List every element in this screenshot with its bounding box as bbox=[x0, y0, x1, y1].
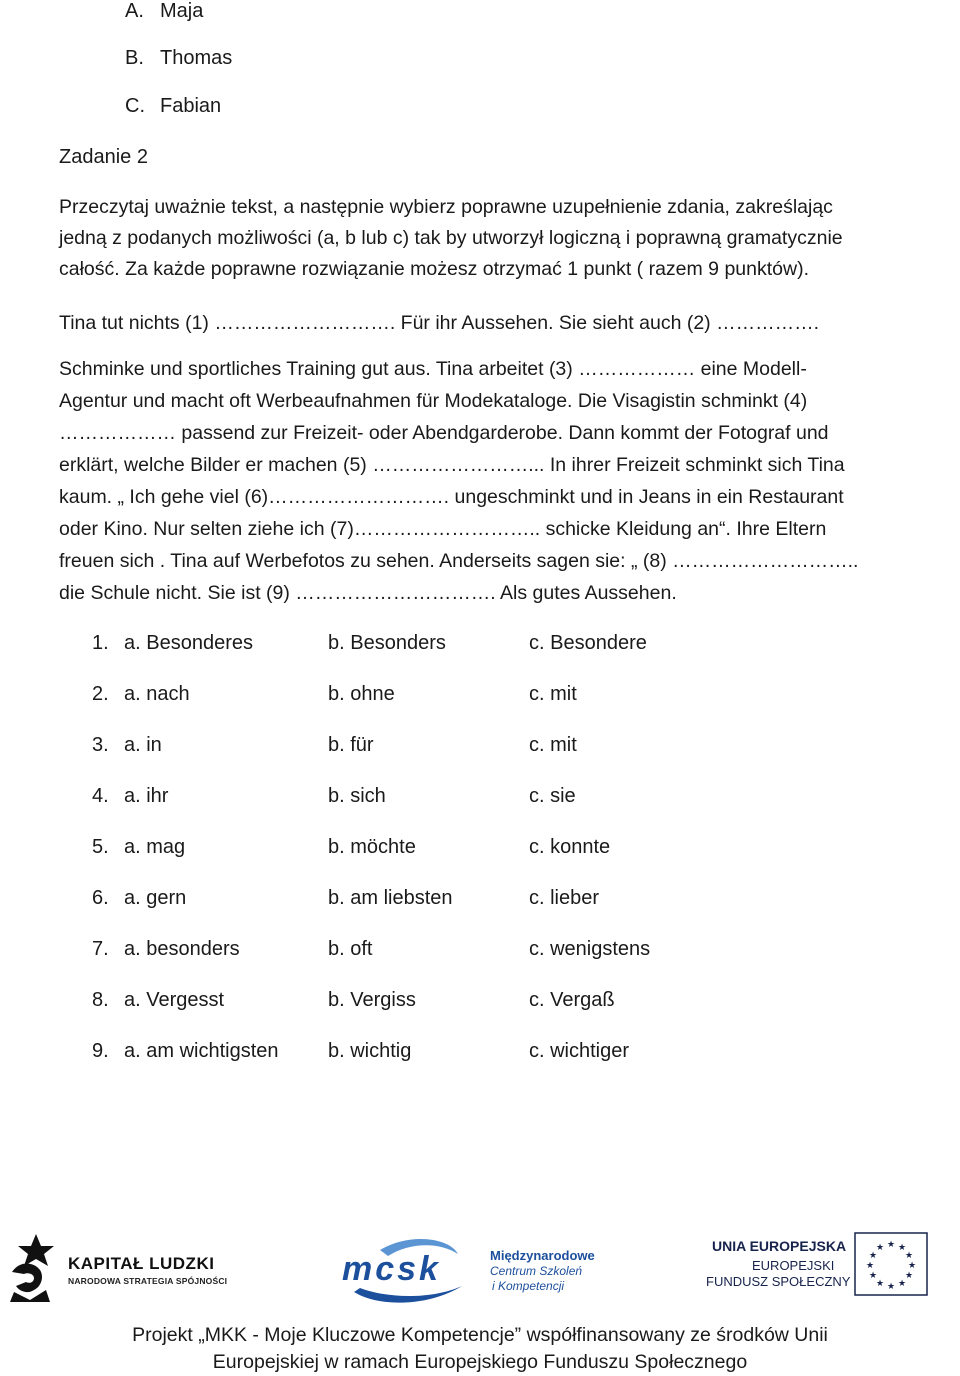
text-line: Tina tut nichts (1) ………………………. Für ihr Aussehen. Sie sieht auch (2) ……………. bbox=[59, 312, 819, 334]
answer-option-c[interactable]: c. Besondere bbox=[529, 632, 647, 654]
answer-option-a[interactable]: a. gern bbox=[124, 887, 187, 909]
answer-row bbox=[92, 836, 792, 864]
svg-text:★: ★ bbox=[868, 1271, 878, 1281]
answer-number: 3. bbox=[92, 734, 109, 756]
answer-option-a[interactable]: a. ihr bbox=[124, 785, 169, 807]
answer-option-c[interactable]: c. mit bbox=[529, 734, 577, 756]
answer-option-a[interactable]: a. am wichtigsten bbox=[124, 1040, 279, 1062]
prev-option-letter: C. bbox=[125, 95, 145, 117]
answer-option-b[interactable]: b. Besonders bbox=[328, 632, 446, 654]
task-title: Zadanie 2 bbox=[59, 146, 148, 168]
answer-number: 2. bbox=[92, 683, 109, 705]
instruction-line: całość. Za każde poprawne rozwiązanie możesz otrzymać 1 punkt ( razem 9 punktów). bbox=[59, 258, 809, 280]
text-line: die Schule nicht. Sie ist (9) …………………………. Als gutes Aussehen. bbox=[59, 582, 677, 604]
instruction-line: Przeczytaj uważnie tekst, a następnie wybierz poprawne uzupełnienie zdania, zakreślając bbox=[59, 196, 833, 218]
answer-number: 9. bbox=[92, 1040, 109, 1062]
mcsk-wordmark: mcsk bbox=[342, 1250, 441, 1288]
answer-option-c[interactable]: c. sie bbox=[529, 785, 576, 807]
svg-text:★: ★ bbox=[865, 1261, 875, 1271]
svg-text:★: ★ bbox=[907, 1261, 917, 1271]
mcsk-logo bbox=[340, 1232, 595, 1308]
text-line: Agentur und macht oft Werbeaufnahmen für Modekataloge. Die Visagistin schminkt (4) bbox=[59, 390, 808, 412]
answer-row bbox=[92, 734, 792, 762]
answer-option-c[interactable]: c. mit bbox=[529, 683, 577, 705]
footer-line-2: Europejskiej w ramach Europejskiego Funduszu Społecznego bbox=[212, 1351, 748, 1373]
answer-option-b[interactable]: b. für bbox=[328, 734, 374, 756]
prev-option-text: Maja bbox=[160, 0, 204, 22]
eu-logo bbox=[700, 1232, 956, 1304]
answer-number: 7. bbox=[92, 938, 109, 960]
answer-option-a[interactable]: a. Besonderes bbox=[124, 632, 253, 654]
svg-text:★: ★ bbox=[897, 1279, 907, 1289]
text-line: oder Kino. Nur selten ziehe ich (7)……………………….. schicke Kleidung an“. Ihre Eltern bbox=[59, 518, 827, 540]
svg-text:★: ★ bbox=[886, 1282, 896, 1292]
text-line: kaum. „ Ich gehe viel (6)………………………. ungeschminkt und in Jeans in ein Restaurant bbox=[59, 486, 844, 508]
answer-option-b[interactable]: b. oft bbox=[328, 938, 373, 960]
kapital-ludzki-logo bbox=[6, 1232, 236, 1304]
answer-number: 5. bbox=[92, 836, 109, 858]
eu-line-2: EUROPEJSKI bbox=[752, 1258, 835, 1273]
text-line: freuen sich . Tina auf Werbefotos zu sehen. Anderseits sagen sie: „ (8) ……………………….. bbox=[59, 550, 859, 572]
answer-option-b[interactable]: b. sich bbox=[328, 785, 386, 807]
answer-option-a[interactable]: a. in bbox=[124, 734, 162, 756]
prev-option-letter: B. bbox=[125, 47, 144, 69]
instruction-line: jedną z podanych możliwości (a, b lub c) tak by utworzył logiczną i poprawną gramatycznie bbox=[59, 227, 843, 249]
eu-line-3: FUNDUSZ SPOŁECZNY bbox=[706, 1274, 851, 1289]
answer-row bbox=[92, 938, 792, 966]
answer-option-a[interactable]: a. mag bbox=[124, 836, 186, 858]
prev-option-a bbox=[125, 0, 325, 26]
text-line: ……………… passend zur Freizeit- oder Abendgarderobe. Dann kommt der Fotograf und bbox=[59, 422, 829, 444]
answer-option-c[interactable]: c. konnte bbox=[529, 836, 611, 858]
answer-row bbox=[92, 887, 792, 915]
answer-number: 4. bbox=[92, 785, 109, 807]
answer-row bbox=[92, 632, 792, 660]
eu-line-1: UNIA EUROPEJSKA bbox=[712, 1238, 847, 1254]
text-line: erklärt, welche Bilder er machen (5) ……………………... In ihrer Freizeit schminkt sich Tina bbox=[59, 454, 845, 476]
answer-option-a[interactable]: a. Vergesst bbox=[124, 989, 225, 1011]
prev-option-text: Fabian bbox=[160, 95, 222, 117]
answer-option-a[interactable]: a. besonders bbox=[124, 938, 240, 960]
svg-text:★: ★ bbox=[875, 1243, 885, 1253]
answer-option-b[interactable]: b. Vergiss bbox=[328, 989, 416, 1011]
prev-option-b bbox=[125, 47, 325, 73]
answer-option-b[interactable]: b. möchte bbox=[328, 836, 416, 858]
svg-text:★: ★ bbox=[868, 1251, 878, 1261]
footer-line-1: Projekt „MKK - Moje Kluczowe Kompetencje” współfinansowany ze środków Unii bbox=[132, 1324, 828, 1346]
answer-option-c[interactable]: c. Vergaß bbox=[529, 989, 615, 1011]
kapital-ludzki-subtitle: NARODOWA STRATEGIA SPÓJNOŚCI bbox=[68, 1276, 228, 1286]
mcsk-line-1: Międzynarodowe bbox=[490, 1248, 595, 1263]
prev-option-letter: A. bbox=[125, 0, 144, 22]
answer-option-b[interactable]: b. ohne bbox=[328, 683, 395, 705]
prev-option-text: Thomas bbox=[160, 47, 233, 69]
mcsk-line-3: i Kompetencji bbox=[492, 1279, 565, 1293]
svg-text:★: ★ bbox=[904, 1271, 914, 1281]
answer-row bbox=[92, 1040, 792, 1068]
svg-text:★: ★ bbox=[875, 1279, 885, 1289]
mcsk-line-2: Centrum Szkoleń bbox=[490, 1264, 583, 1278]
answer-option-a[interactable]: a. nach bbox=[124, 683, 190, 705]
answer-number: 6. bbox=[92, 887, 109, 909]
svg-text:★: ★ bbox=[897, 1243, 907, 1253]
gap-fill-text bbox=[59, 307, 858, 609]
answer-option-c[interactable]: c. wenigstens bbox=[529, 938, 651, 960]
eu-stars-flag-icon bbox=[854, 1232, 928, 1296]
answer-option-b[interactable]: b. am liebsten bbox=[328, 887, 453, 909]
svg-text:★: ★ bbox=[904, 1251, 914, 1261]
instruction-paragraph bbox=[59, 192, 843, 285]
answer-row bbox=[92, 683, 792, 711]
answer-option-b[interactable]: b. wichtig bbox=[328, 1040, 412, 1062]
kapital-ludzki-title: KAPITAŁ LUDZKI bbox=[68, 1254, 215, 1273]
answer-number: 8. bbox=[92, 989, 109, 1011]
svg-text:★: ★ bbox=[886, 1240, 896, 1250]
answer-option-c[interactable]: c. wichtiger bbox=[529, 1040, 630, 1062]
answer-number: 1. bbox=[92, 632, 109, 654]
kapital-ludzki-emblem-icon bbox=[6, 1232, 62, 1304]
text-line: Schminke und sportliches Training gut aus. Tina arbeitet (3) ……………… eine Modell- bbox=[59, 358, 807, 380]
answer-option-c[interactable]: c. lieber bbox=[529, 887, 600, 909]
prev-option-c bbox=[125, 95, 325, 121]
answer-row bbox=[92, 989, 792, 1017]
answer-row bbox=[92, 785, 792, 813]
